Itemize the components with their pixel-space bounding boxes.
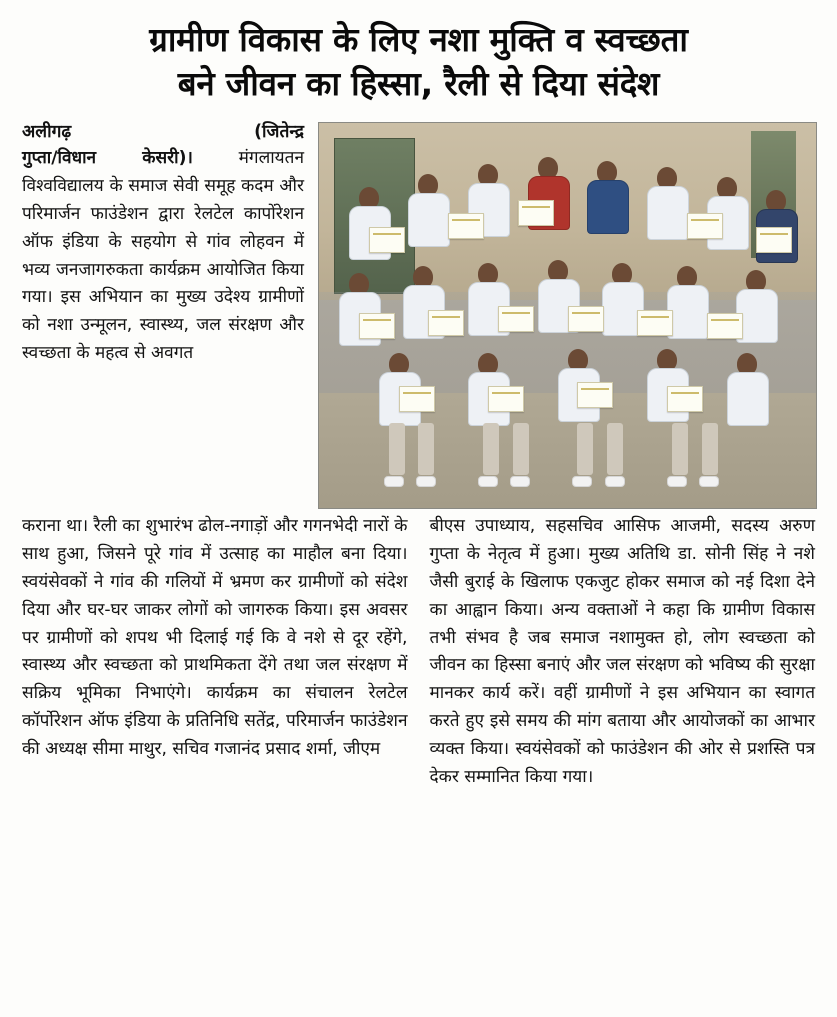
top-block (22, 119, 815, 509)
certificate (687, 213, 723, 239)
certificate (498, 306, 534, 332)
photo-person-body (647, 186, 689, 240)
lead-paragraph-text: मंगलायतन विश्वविद्यालय के समाज सेवी समूह कदम और परिमार्जन फाउंडेशन द्वारा रेलटेल कापोंरेशन ऑफ इंडिया के सहयोग से गांव लोहवन में भव्य जनजागरुकता कार्यक्रम आयोजित किया गया। इस अभियान का मुख्य उदेश्य ग्रामीणों को नशा उन्मूलन, स्वास्थ्य, जल संरक्षण और स्वच्छता के महत्व से अवगत (22, 148, 304, 364)
photo-leg (418, 423, 434, 475)
page-title (0, 0, 837, 111)
paragraph-2: बीएस उपाध्याय, सहसचिव आसिफ आजमी, सदस्य अरुण गुप्ता के नेतृत्व में हुआ। मुख्य अतिथि डा. सोनी सिंह ने नशे जैसी बुराई के खिलाफ एकजुट होकर समाज को नई दिशा देने का आह्वान किया। अन्य वक्ताओं ने कहा कि ग्रामीण विकास तभी संभव है जब समाज नशामुक्त हो, लोग स्वच्छता को जीवन का हिस्सा बनाएं और जल संरक्षण को भविष्य की सुरक्षा मानकर कार्य करें। वहीं ग्रामीणों ने इस अभियान का स्वागत करते हुए इसे समय की मांग बताया और आयोजकों का आभार व्यक्त किया। स्वयंसेवकों को फाउंडेशन की ओर से प्रशस्ति पत्र देकर सम्मानित किया गया। (429, 516, 815, 787)
photo-person-body (736, 289, 778, 343)
photo-leg (483, 423, 499, 475)
photo-shoe (667, 476, 687, 487)
photo-shoe (510, 476, 530, 487)
photo-person-body (587, 180, 629, 234)
certificate (667, 386, 703, 412)
photo-shoe (572, 476, 592, 487)
certificate (359, 313, 395, 339)
column-right-bottom (430, 513, 816, 792)
certificate (399, 386, 435, 412)
certificate (448, 213, 484, 239)
photo-container (318, 122, 815, 509)
certificate (518, 200, 554, 226)
lead-paragraph (22, 145, 304, 368)
certificate (707, 313, 743, 339)
photo-person-body (667, 285, 709, 339)
photo-person-body (727, 372, 769, 426)
certificate (369, 227, 405, 253)
photo-person (408, 174, 448, 247)
photo-shoe (605, 476, 625, 487)
dateline-byline-2: गुप्ता/विधान केसरी)। (22, 148, 193, 169)
photo-leg (607, 423, 623, 475)
dateline (22, 119, 304, 143)
column-left-bottom (22, 513, 408, 792)
certificate (428, 310, 464, 336)
photo-leg (577, 423, 593, 475)
dateline-byline: (जितेन्द्र (254, 122, 304, 143)
photo-person (727, 353, 767, 426)
photo-leg (672, 423, 688, 475)
photo-shoe (384, 476, 404, 487)
group-photo-volunteers-with-certificates (318, 122, 817, 509)
photo-shoe (699, 476, 719, 487)
photo-shoe (416, 476, 436, 487)
photo-legs-row (319, 423, 816, 481)
certificate (488, 386, 524, 412)
dateline-place: अलीगढ़ (22, 122, 72, 143)
photo-shoe (478, 476, 498, 487)
photo-person (587, 161, 627, 234)
bottom-columns (22, 513, 815, 792)
certificate (756, 227, 792, 253)
headline-line-2: बने जीवन का हिस्सा, रैली से दिया संदेश (177, 63, 660, 103)
article-body (0, 111, 837, 802)
certificate (637, 310, 673, 336)
headline-line-1: ग्रामीण विकास के लिए नशा मुक्ति व स्वच्छता (149, 20, 688, 59)
certificate (568, 306, 604, 332)
column-left-top (22, 119, 304, 368)
photo-leg (389, 423, 405, 475)
certificate (577, 382, 613, 408)
paragraph-1-continued: कराना था। रैली का शुभारंभ ढोल-नगाड़ों और गगनभेदी नारों के साथ हुआ, जिसने पूरे गांव में उत्साह का माहौल बना दिया। स्वयंसेवकों ने गांव की गलियों में भ्रमण कर ग्रामीणों को संदेश दिया और घर-घर जाकर लोगों को जागरुक किया। इस अवसर पर ग्रामीणों को शपथ भी दिलाई गई कि वे नशे से दूर रहेंगे, स्वास्थ्य और स्वच्छता को प्राथमिकता देंगे तथा जल संरक्षण में सक्रिय भूमिका निभाएंगे। कार्यक्रम का संचालन रेलटेल कॉर्पोरेशन ऑफ इंडिया के प्रतिनिधि सतेंद्र, परिमार्जन फाउंडेशन की अध्यक्ष सीमा माथुर, सचिव गजानंद प्रसाद शर्मा, जीएम (22, 516, 408, 759)
photo-person-body (408, 193, 450, 247)
photo-leg (513, 423, 529, 475)
photo-leg (702, 423, 718, 475)
photo-person (647, 167, 687, 240)
